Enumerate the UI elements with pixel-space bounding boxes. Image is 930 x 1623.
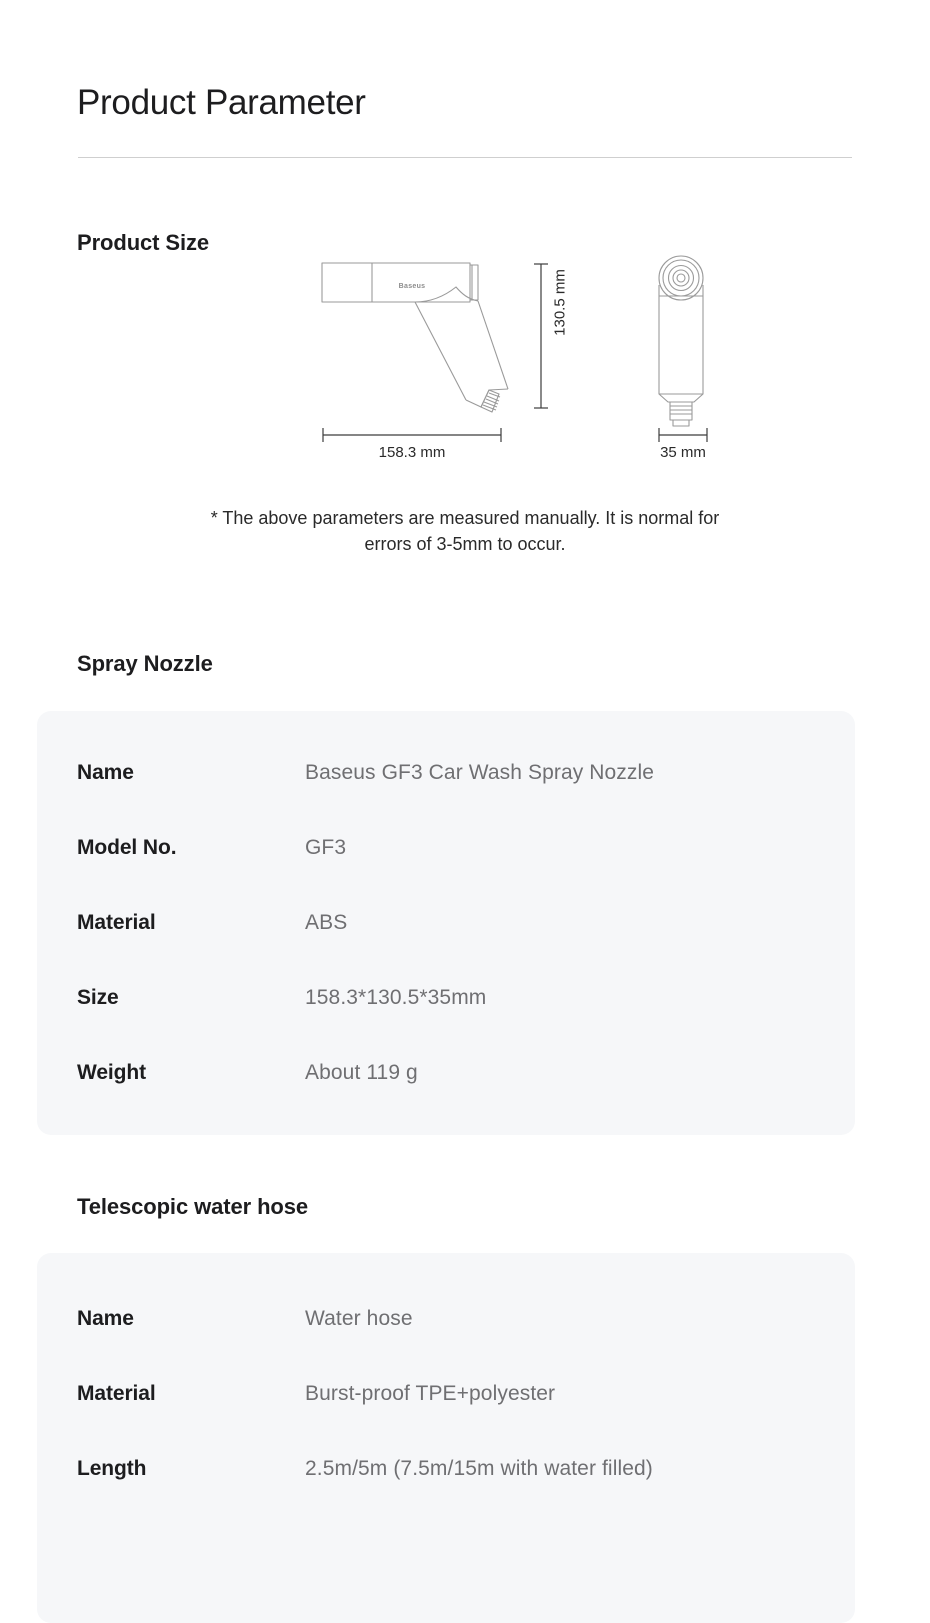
dimension-label-width: 158.3 mm [378, 444, 446, 461]
table-row [37, 1356, 855, 1431]
spec-label: Size [77, 985, 119, 1009]
brand-mark-side-view: Baseus [398, 283, 426, 290]
table-row [37, 735, 855, 810]
nozzle-body-outline [322, 263, 470, 302]
table-row [37, 1281, 855, 1356]
spec-label: Length [77, 1456, 147, 1480]
spec-value: About 119 g [305, 1060, 418, 1084]
spec-value: ABS [305, 910, 348, 934]
water-hose-spec-table [37, 1253, 855, 1623]
disclaimer-line-2: errors of 3-5mm to occur. [364, 534, 566, 555]
measurement-disclaimer [0, 505, 930, 557]
spec-value: Burst-proof TPE+polyester [305, 1381, 556, 1405]
spec-label: Material [77, 1381, 156, 1405]
spec-value: 2.5m/5m (7.5m/15m with water filled) [305, 1456, 653, 1480]
section-heading-product-size: Product Size [77, 230, 210, 255]
section-heading-spray-nozzle: Spray Nozzle [77, 651, 213, 676]
table-row [37, 960, 855, 1035]
spec-value: Water hose [305, 1306, 413, 1330]
table-row [37, 1431, 855, 1506]
page-title: Product Parameter [77, 83, 366, 122]
spec-label: Weight [77, 1060, 147, 1084]
title-divider [78, 157, 852, 158]
spec-value: Baseus GF3 Car Wash Spray Nozzle [305, 760, 655, 784]
nozzle-head-circles [659, 256, 703, 300]
spec-label: Model No. [77, 835, 177, 859]
table-row [37, 810, 855, 885]
spec-value: 158.3*130.5*35mm [305, 985, 487, 1009]
spec-label: Name [77, 1306, 134, 1330]
spec-label: Name [77, 760, 134, 784]
section-heading-telescopic-water-hose: Telescopic water hose [77, 1194, 309, 1219]
product-size-diagram [0, 250, 930, 480]
dimension-label-depth: 35 mm [660, 444, 706, 461]
spec-label: Material [77, 910, 156, 934]
dimension-lines [323, 264, 707, 442]
disclaimer-line-1: * The above parameters are measured manually. It is normal for [210, 508, 720, 528]
table-row [37, 885, 855, 960]
spray-nozzle-spec-table [37, 711, 855, 1135]
dimension-label-height: 130.5 mm [551, 269, 569, 336]
spec-value: GF3 [305, 835, 347, 859]
table-row [37, 1035, 855, 1110]
